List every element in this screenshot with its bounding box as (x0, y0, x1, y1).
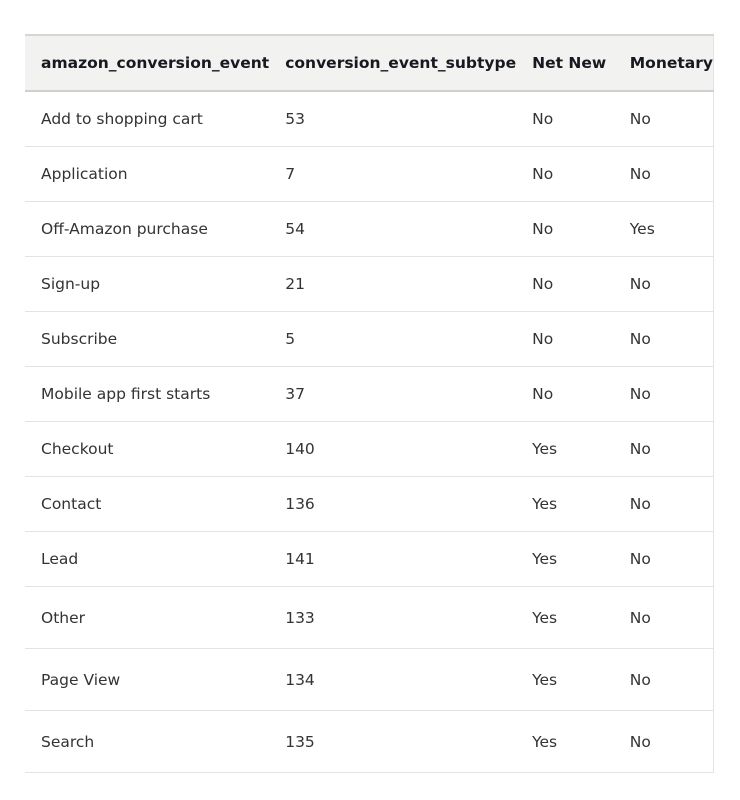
cell-monetary: No (614, 91, 714, 147)
cell-net-new: Yes (516, 649, 614, 711)
cell-net-new: Yes (516, 532, 614, 587)
cell-event: Off-Amazon purchase (25, 202, 269, 257)
cell-monetary: No (614, 477, 714, 532)
cell-net-new: No (516, 312, 614, 367)
cell-net-new: No (516, 202, 614, 257)
cell-subtype: 135 (269, 711, 516, 773)
cell-monetary: No (614, 422, 714, 477)
cell-event: Search (25, 711, 269, 773)
cell-net-new: No (516, 91, 614, 147)
cell-subtype: 136 (269, 477, 516, 532)
table-row (25, 587, 714, 649)
table-row (25, 202, 714, 257)
cell-net-new: Yes (516, 711, 614, 773)
cell-monetary: No (614, 147, 714, 202)
cell-net-new: Yes (516, 587, 614, 649)
cell-monetary: No (614, 312, 714, 367)
header-conversion-event-subtype: conversion_event_subtype (285, 54, 517, 72)
cell-monetary: No (614, 587, 714, 649)
header-monetary: Monetary (629, 54, 713, 72)
cell-event: Subscribe (25, 312, 269, 367)
header-amazon-conversion-event: amazon_conversion_event (41, 54, 270, 72)
conversion-events-table (25, 34, 714, 773)
table-row (25, 147, 714, 202)
table-header-row (25, 35, 714, 91)
cell-subtype: 7 (269, 147, 516, 202)
cell-net-new: Yes (516, 477, 614, 532)
cell-monetary: No (614, 711, 714, 773)
cell-event: Mobile app first starts (25, 367, 269, 422)
cell-subtype: 134 (269, 649, 516, 711)
cell-subtype: 53 (269, 91, 516, 147)
cell-subtype: 140 (269, 422, 516, 477)
cell-event: Page View (25, 649, 269, 711)
table-row (25, 477, 714, 532)
header-net-new: Net New (532, 54, 607, 72)
table-row (25, 367, 714, 422)
table-row (25, 312, 714, 367)
cell-event: Sign-up (25, 257, 269, 312)
cell-event: Lead (25, 532, 269, 587)
cell-subtype: 37 (269, 367, 516, 422)
cell-subtype: 54 (269, 202, 516, 257)
cell-event: Application (25, 147, 269, 202)
cell-monetary: Yes (614, 202, 714, 257)
cell-event: Contact (25, 477, 269, 532)
cell-monetary: No (614, 257, 714, 312)
table-row (25, 91, 714, 147)
cell-net-new: Yes (516, 422, 614, 477)
cell-monetary: No (614, 649, 714, 711)
table-row (25, 649, 714, 711)
table-row (25, 532, 714, 587)
cell-monetary: No (614, 367, 714, 422)
cell-net-new: No (516, 367, 614, 422)
table-row (25, 257, 714, 312)
cell-monetary: No (614, 532, 714, 587)
cell-subtype: 133 (269, 587, 516, 649)
table-row (25, 711, 714, 773)
cell-event: Checkout (25, 422, 269, 477)
cell-subtype: 21 (269, 257, 516, 312)
table-row (25, 422, 714, 477)
cell-subtype: 5 (269, 312, 516, 367)
cell-net-new: No (516, 257, 614, 312)
cell-subtype: 141 (269, 532, 516, 587)
cell-event: Add to shopping cart (25, 91, 269, 147)
cell-event: Other (25, 587, 269, 649)
cell-net-new: No (516, 147, 614, 202)
